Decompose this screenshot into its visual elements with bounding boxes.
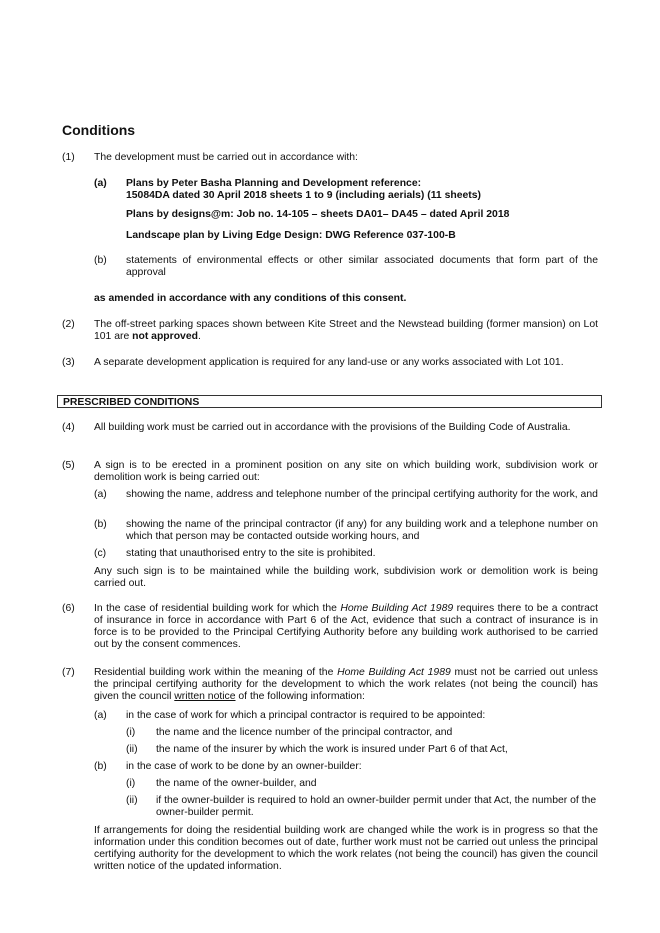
condition-5b-text: showing the name of the principal contractor (if any) for any building work and a telephone number on which that person may be contacted outside working hours, and [126, 519, 598, 542]
condition-1a-line2: 15084DA dated 30 April 2018 sheets 1 to 9 (including aerials) (11 sheets) [126, 190, 481, 201]
condition-5a-text: showing the name, address and telephone number of the principal certifying authority for the work, and [126, 489, 598, 500]
condition-6-act-name: Home Building Act 1989 [340, 603, 454, 614]
condition-7-text-after: of the following information: [235, 691, 365, 702]
condition-7a-i-number: (i) [126, 727, 136, 738]
condition-7-text-mid: must not be carried out unless the principal certifying authority for the development to which the work relates (not being the council) has given the council [94, 667, 598, 702]
condition-2-number: (2) [62, 319, 75, 330]
condition-7b-text: in the case of work to be done by an owner-builder: [126, 761, 362, 772]
condition-2-text-before: The off-street parking spaces shown between Kite Street and the Newstead building (former mansion) on Lot 101 are [94, 319, 598, 342]
condition-4-number: (4) [62, 422, 75, 433]
condition-5-after: Any such sign is to be maintained while the building work, subdivision work or demolition work is being carried out. [94, 566, 598, 589]
condition-5-text: A sign is to be erected in a prominent position on any site on which building work, subdivision work or demolition work is being carried out: [94, 460, 598, 483]
condition-7b-ii-text: if the owner-builder is required to hold an owner-builder permit under that Act, the number of the owner-builder permit. [156, 795, 597, 818]
condition-7a-i-text: the name and the licence number of the principal contractor, and [156, 727, 453, 738]
condition-1a-line3: Plans by designs@m: Job no. 14-105 – sheets DA01– DA45 – dated April 2018 [126, 209, 510, 220]
condition-7a-ii-text: the name of the insurer by which the work is insured under Part 6 of that Act, [156, 744, 508, 755]
condition-7a-ii-number: (ii) [126, 744, 138, 755]
page-heading: Conditions [62, 122, 136, 138]
condition-7-act-name: Home Building Act 1989 [337, 667, 451, 678]
condition-5-number: (5) [62, 460, 75, 471]
condition-1-number: (1) [62, 152, 75, 163]
condition-1a-line4: Landscape plan by Living Edge Design: DWG Reference 037-100-B [126, 230, 456, 241]
condition-7a-text: in the case of work for which a principal contractor is required to be appointed: [126, 710, 486, 721]
condition-7-written-notice: written notice [174, 691, 236, 702]
condition-3-text: A separate development application is required for any land-use or any works associated with Lot 101. [94, 357, 564, 368]
condition-7a-number: (a) [94, 710, 107, 721]
condition-2-text-after: . [197, 331, 201, 342]
condition-1a-line1: Plans by Peter Basha Planning and Development reference: [126, 178, 422, 189]
condition-4-text: All building work must be carried out in accordance with the provisions of the Building Code of Australia. [94, 422, 571, 433]
condition-7b-number: (b) [94, 761, 107, 772]
condition-6-text [94, 603, 598, 651]
condition-5b-number: (b) [94, 519, 107, 530]
condition-6-number: (6) [62, 603, 75, 614]
condition-5c-number: (c) [94, 548, 107, 559]
condition-6-text-before: In the case of residential building work for which the [94, 603, 341, 614]
condition-7-text-before: Residential building work within the meaning of the [94, 667, 338, 678]
condition-2-text [94, 319, 598, 343]
condition-1a-number: (a) [94, 178, 107, 189]
condition-5a-number: (a) [94, 489, 107, 500]
condition-1-text: The development must be carried out in accordance with: [94, 152, 358, 163]
condition-7-after: If arrangements for doing the residential building work are changed while the work is in progress so that the information under this condition becomes out of date, further work must not be carried out unless the principal certifying authority for the development to which the work relates (not being the council) has given the council written notice of the updated information. [94, 825, 598, 872]
condition-7b-i-text: the name of the owner-builder, and [156, 778, 317, 789]
condition-2-not-approved: not approved [132, 331, 198, 342]
condition-5c-text: stating that unauthorised entry to the site is prohibited. [126, 548, 376, 559]
condition-1b-number: (b) [94, 255, 107, 266]
condition-3-number: (3) [62, 357, 75, 368]
condition-1-amended: as amended in accordance with any conditions of this consent. [94, 293, 407, 304]
condition-7b-i-number: (i) [126, 778, 136, 789]
condition-7-text [94, 667, 598, 703]
condition-7-number: (7) [62, 667, 75, 678]
condition-7b-ii-number: (ii) [126, 795, 138, 806]
prescribed-conditions-header: PRESCRIBED CONDITIONS [57, 395, 602, 408]
condition-6-text-after: requires there to be a contract of insurance in force in accordance with Part 6 of the Act, evidence that such a contract of insurance is in force is to be provided to the Principal Certifying Authority before any building work authorised to be carried out by the consent commences. [94, 603, 598, 650]
condition-1b-text: statements of environmental effects or other similar associated documents that form part of the approval [126, 255, 598, 278]
